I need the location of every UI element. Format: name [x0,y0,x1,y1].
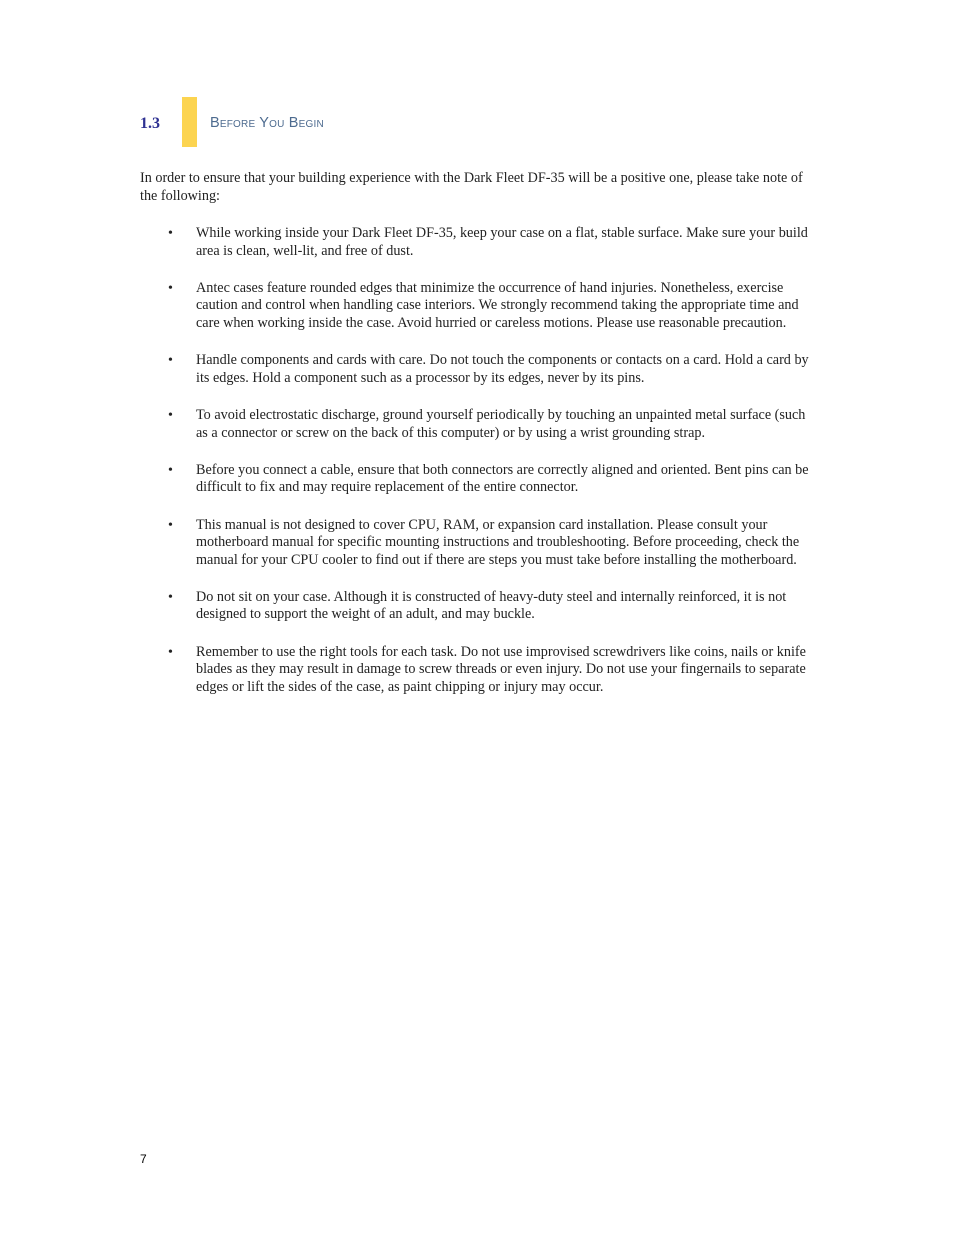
precautions-list [168,225,818,716]
list-item-text: To avoid electrostatic discharge, ground yourself periodically by touching an unpainted metal surface (such as a connector or screw on the back of this computer) or by using a wrist grounding strap. [196,406,806,441]
list-item-text: While working inside your Dark Fleet DF-35, keep your case on a flat, stable surface. Make sure your build area is clean, well-lit, and free of dust. [196,225,808,259]
list-item-text: Antec cases feature rounded edges that minimize the occurrence of hand injuries. Nonetheless, exercise caution and control when handling case interiors. We strongly recommend taking the appropriate time and care when working inside the case. Avoid hurried or careless motions. Please use reasonable precaution. [196,279,799,331]
list-item [168,225,818,260]
bullet-icon: • [168,226,173,241]
list-item [168,643,818,697]
list-item-text: Before you connect a cable, ensure that both connectors are correctly aligned and oriented. Bent pins can be difficult to fix and may require replacement of the entire connector. [196,461,809,496]
list-item [168,588,818,624]
bullet-icon: • [168,517,173,533]
list-item [168,461,818,497]
section-title: Before You Begin [210,115,324,131]
section-accent-bar [182,97,197,147]
list-item-text: Remember to use the right tools for each task. Do not use improvised screwdrivers like coins, nails or knife blades as they may result in damage to screw threads or even injury. Do not use your fingernails to separate edges or lift the sides of the case, as paint chipping or injury may occur. [196,643,806,695]
list-item [168,352,818,387]
bullet-icon: • [168,353,173,369]
list-item [168,516,818,570]
bullet-icon: • [168,589,173,605]
list-item-text: Do not sit on your case. Although it is constructed of heavy-duty steel and internally reinforced, it is not designed to support the weight of an adult, and may buckle. [196,588,787,623]
bullet-icon: • [168,462,173,478]
section-number: 1.3 [140,115,160,132]
list-item [168,279,818,333]
intro-paragraph: In order to ensure that your building experience with the Dark Fleet DF-35 will be a positive one, please take note of the following: [140,170,803,204]
section-header [140,97,540,147]
bullet-icon: • [168,407,173,423]
page-number: 7 [140,1152,147,1166]
list-item [168,406,818,442]
list-item-text: Handle components and cards with care. Do not touch the components or contacts on a card. Hold a card by its edges. Hold a component such as a processor by its edges, never by its pins. [196,352,809,386]
bullet-icon: • [168,280,173,296]
list-item-text: This manual is not designed to cover CPU, RAM, or expansion card installation. Please consult your motherboard manual for specific mounting instructions and troubleshooting. Before proceeding, check the manual for your CPU cooler to find out if there are steps you must take before installing the motherboard. [196,516,800,568]
bullet-icon: • [168,644,173,660]
